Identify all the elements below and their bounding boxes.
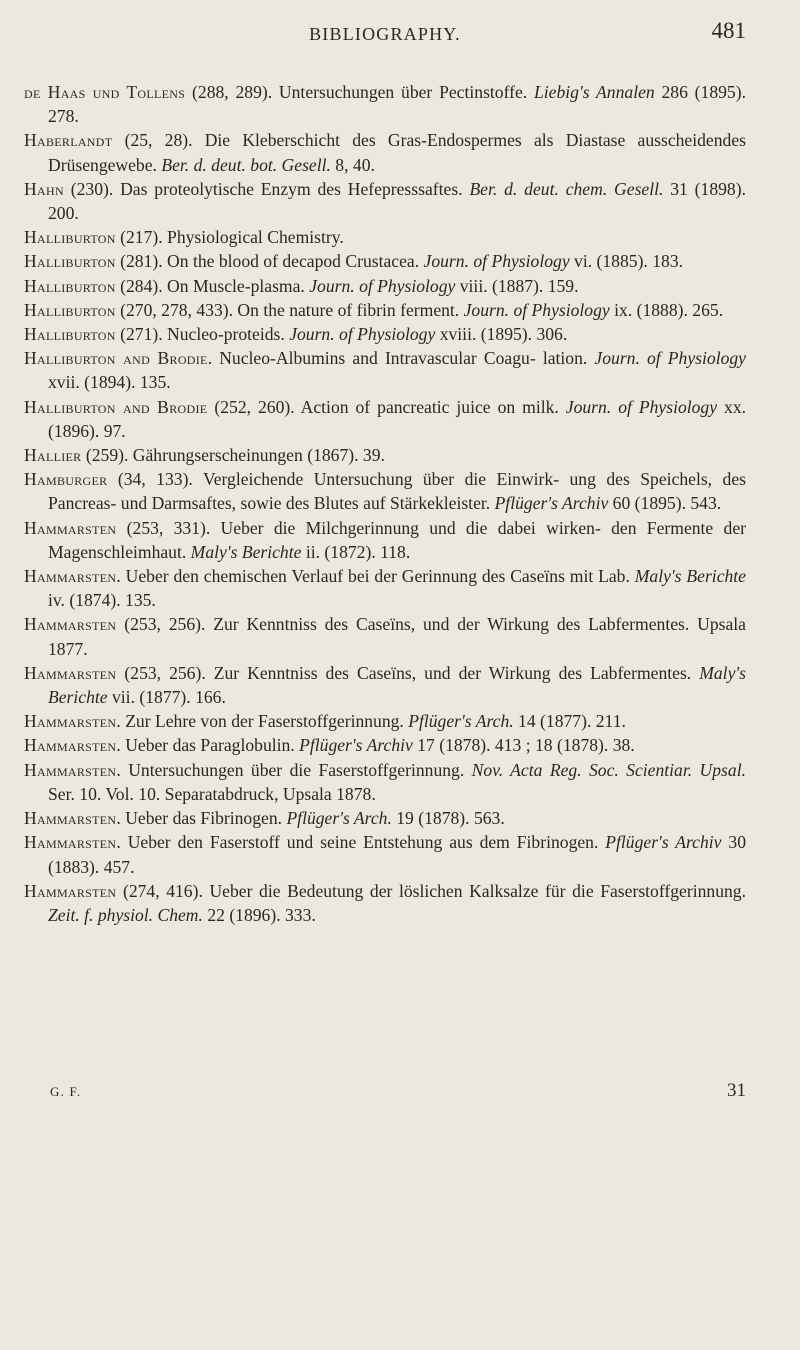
entry-citation: viii. (1887). 159. xyxy=(455,275,579,296)
entry-author: Hamburger xyxy=(24,469,108,490)
entry-citation: 60 (1895). 543. xyxy=(608,493,722,514)
sheet-number: 31 xyxy=(727,1080,746,1101)
entry-author: Hallier xyxy=(24,445,82,466)
entry-author: Hammarsten xyxy=(24,662,117,683)
entry-journal: Pflüger's Arch. xyxy=(286,808,392,829)
signature-mark: G. F. xyxy=(50,1084,82,1099)
entry-title: (271). Nucleo-proteids. xyxy=(115,324,290,345)
entry-journal: Journ. of Physiology xyxy=(423,251,570,272)
entry-journal: Maly's Berichte xyxy=(634,566,746,587)
bibliography-entry xyxy=(24,467,746,515)
bibliography-entry xyxy=(24,80,746,128)
entry-title: (230). Das proteolytische Enzym des Hefepresssaftes. xyxy=(63,178,470,199)
bibliography-entry xyxy=(24,225,746,249)
entry-title: . Ueber das Paraglobulin. xyxy=(116,735,300,756)
entry-author: Hammarsten xyxy=(24,808,117,829)
entry-citation: xvii. (1894). 135. xyxy=(48,372,171,393)
entry-citation: 31 (1898). 200. xyxy=(48,178,746,224)
bibliography-entry xyxy=(24,806,746,830)
entry-author: Hammarsten xyxy=(24,614,117,635)
bibliography-entry xyxy=(24,395,746,443)
entry-author: Halliburton xyxy=(24,299,116,320)
entry-journal: Pflüger's Archiv xyxy=(494,493,609,514)
entry-journal: Liebig's Annalen xyxy=(534,82,655,102)
entry-author: de Haas und Tollens xyxy=(24,82,186,102)
bibliography-entry xyxy=(24,346,746,394)
entry-title: (253, 256). Zur Kenntniss des Caseïns, und der Wirkung des Labfermentes. Upsala 1877. xyxy=(48,614,746,659)
entry-title: . Zur Lehre von der Faserstoffgerinnung. xyxy=(116,711,409,732)
entry-title: (259). Gährungserscheinungen (1867). 39. xyxy=(81,445,385,466)
entry-author: Hammarsten xyxy=(24,517,117,538)
entry-title: (281). On the blood of decapod Crustacea. xyxy=(115,251,424,272)
entry-author: Halliburton xyxy=(24,324,116,345)
entry-citation: 8, 40. xyxy=(330,154,375,175)
entry-author: Halliburton and Brodie xyxy=(24,348,208,369)
entry-title: (252, 260). Action of pancreatic juice on milk. xyxy=(207,396,566,417)
entry-title: (253, 256). Zur Kenntniss des Caseïns, und der Wirkung des Labfermentes. xyxy=(116,662,700,683)
entry-title: (253, 331). Ueber die Milchgerinnung und die dabei wirken- den Fermente der Magenschleimhaut. xyxy=(48,517,746,562)
bibliography-entry xyxy=(24,443,746,467)
entry-citation: vii. (1877). 166. xyxy=(107,687,226,708)
entry-citation: ix. (1888). 265. xyxy=(609,299,724,320)
entry-title: (217). Physiological Chemistry. xyxy=(115,227,344,248)
bibliography-entry xyxy=(24,661,746,709)
entry-journal: Journ. of Physiology xyxy=(594,348,746,369)
entry-author: Hammarsten xyxy=(24,566,117,587)
page-number: 481 xyxy=(711,18,746,43)
page-header xyxy=(24,18,746,52)
entry-citation: 286 (1895). 278. xyxy=(48,82,746,127)
entry-author: Hammarsten xyxy=(24,735,117,756)
page-footer xyxy=(50,1080,746,1110)
entry-title: . Ueber das Fibrinogen. xyxy=(116,808,287,829)
bibliography-entry xyxy=(24,249,746,273)
bibliography-entry xyxy=(24,274,746,298)
entry-author: Haberlandt xyxy=(24,130,113,151)
entry-citation: vi. (1885). 183. xyxy=(569,251,684,272)
entry-journal: Maly's Berichte xyxy=(190,541,302,562)
entry-author: Halliburton xyxy=(24,275,116,296)
entry-title: . Ueber den chemischen Verlauf bei der Gerinnung des Caseïns mit Lab. xyxy=(116,566,635,587)
entry-journal: Pflüger's Archiv xyxy=(605,832,722,853)
entry-author: Hammarsten xyxy=(24,759,117,780)
entry-title: . Nucleo-Albumins and Intravascular Coagu- lation. xyxy=(207,348,595,369)
entry-citation: iv. (1874). 135. xyxy=(48,590,156,611)
entry-journal: Journ. of Physiology xyxy=(565,396,718,417)
entry-title: . Ueber den Faserstoff und seine Entstehung aus dem Fibrinogen. xyxy=(116,832,606,853)
entry-journal: Zeit. f. physiol. Chem. xyxy=(48,904,203,925)
bibliography-entry xyxy=(24,733,746,757)
entry-journal: Nov. Acta Reg. Soc. Scientiar. Upsal. xyxy=(471,759,746,780)
entry-journal: Pflüger's Archiv xyxy=(299,735,413,756)
entry-title: (34, 133). Vergleichende Untersuchung über die Einwirk- ung des Speichels, des Pancreas- und Darmsaftes, sowie des Blutes auf Stärkekleister. xyxy=(48,469,746,514)
entry-citation: 22 (1896). 333. xyxy=(202,904,316,925)
entry-author: Hammarsten xyxy=(24,711,117,732)
bibliography-entry xyxy=(24,758,746,806)
entry-journal: Maly's Berichte xyxy=(48,662,746,708)
entry-citation: 17 (1878). 413 ; 18 (1878). 38. xyxy=(412,735,635,756)
entry-title: . Untersuchungen über die Faserstoffgerinnung. xyxy=(116,759,472,780)
bibliography-entry xyxy=(24,612,746,660)
entry-author: Hammarsten xyxy=(24,880,117,901)
bibliography-entry xyxy=(24,830,746,878)
entry-citation: xviii. (1895). 306. xyxy=(435,324,568,345)
entry-journal: Pflüger's Arch. xyxy=(408,711,514,732)
bibliography-entry xyxy=(24,177,746,225)
bibliography-entry xyxy=(24,879,746,927)
bibliography-entry xyxy=(24,298,746,322)
entry-journal: Ber. d. deut. chem. Gesell. xyxy=(469,178,664,199)
entry-citation: 14 (1877). 211. xyxy=(513,711,626,732)
entry-citation: xx. (1896). 97. xyxy=(48,396,747,441)
entry-journal: Ber. d. deut. bot. Gesell. xyxy=(161,154,331,175)
entry-title: (25, 28). Die Kleberschicht des Gras-Endospermes als Diastase ausscheidendes Drüsengewebe. xyxy=(48,130,746,175)
entry-title: (288, 289). Untersuchungen über Pectinstoffe. xyxy=(185,82,534,102)
entry-author: Halliburton and Brodie xyxy=(24,396,208,417)
entry-journal: Journ. of Physiology xyxy=(463,299,610,320)
bibliography-entry xyxy=(24,709,746,733)
entry-citation: 30 (1883). 457. xyxy=(48,832,746,877)
entry-title: (270, 278, 433). On the nature of fibrin ferment. xyxy=(115,299,464,320)
entry-author: Halliburton xyxy=(24,227,116,248)
entry-journal: Journ. of Physiology xyxy=(309,275,456,296)
bibliography-entry xyxy=(24,128,746,176)
entry-citation: 19 (1878). 563. xyxy=(391,808,505,829)
bibliography-entry xyxy=(24,564,746,612)
entry-author: Hammarsten xyxy=(24,832,117,853)
bibliography-entry xyxy=(24,322,746,346)
bibliography-entry xyxy=(24,516,746,564)
bibliography-list xyxy=(24,80,746,927)
entry-journal: Journ. of Physiology xyxy=(289,324,436,345)
running-head: BIBLIOGRAPHY. xyxy=(309,24,461,44)
entry-citation: Ser. 10. Vol. 10. Separatabdruck, Upsala 1878. xyxy=(48,783,376,804)
entry-title: (284). On Muscle-plasma. xyxy=(115,275,310,296)
entry-title: (274, 416). Ueber die Bedeutung der löslichen Kalksalze für die Faserstoffgerinnung. xyxy=(116,880,746,901)
entry-author: Hahn xyxy=(24,178,64,199)
entry-citation: ii. (1872). 118. xyxy=(301,541,411,562)
entry-author: Halliburton xyxy=(24,251,116,272)
